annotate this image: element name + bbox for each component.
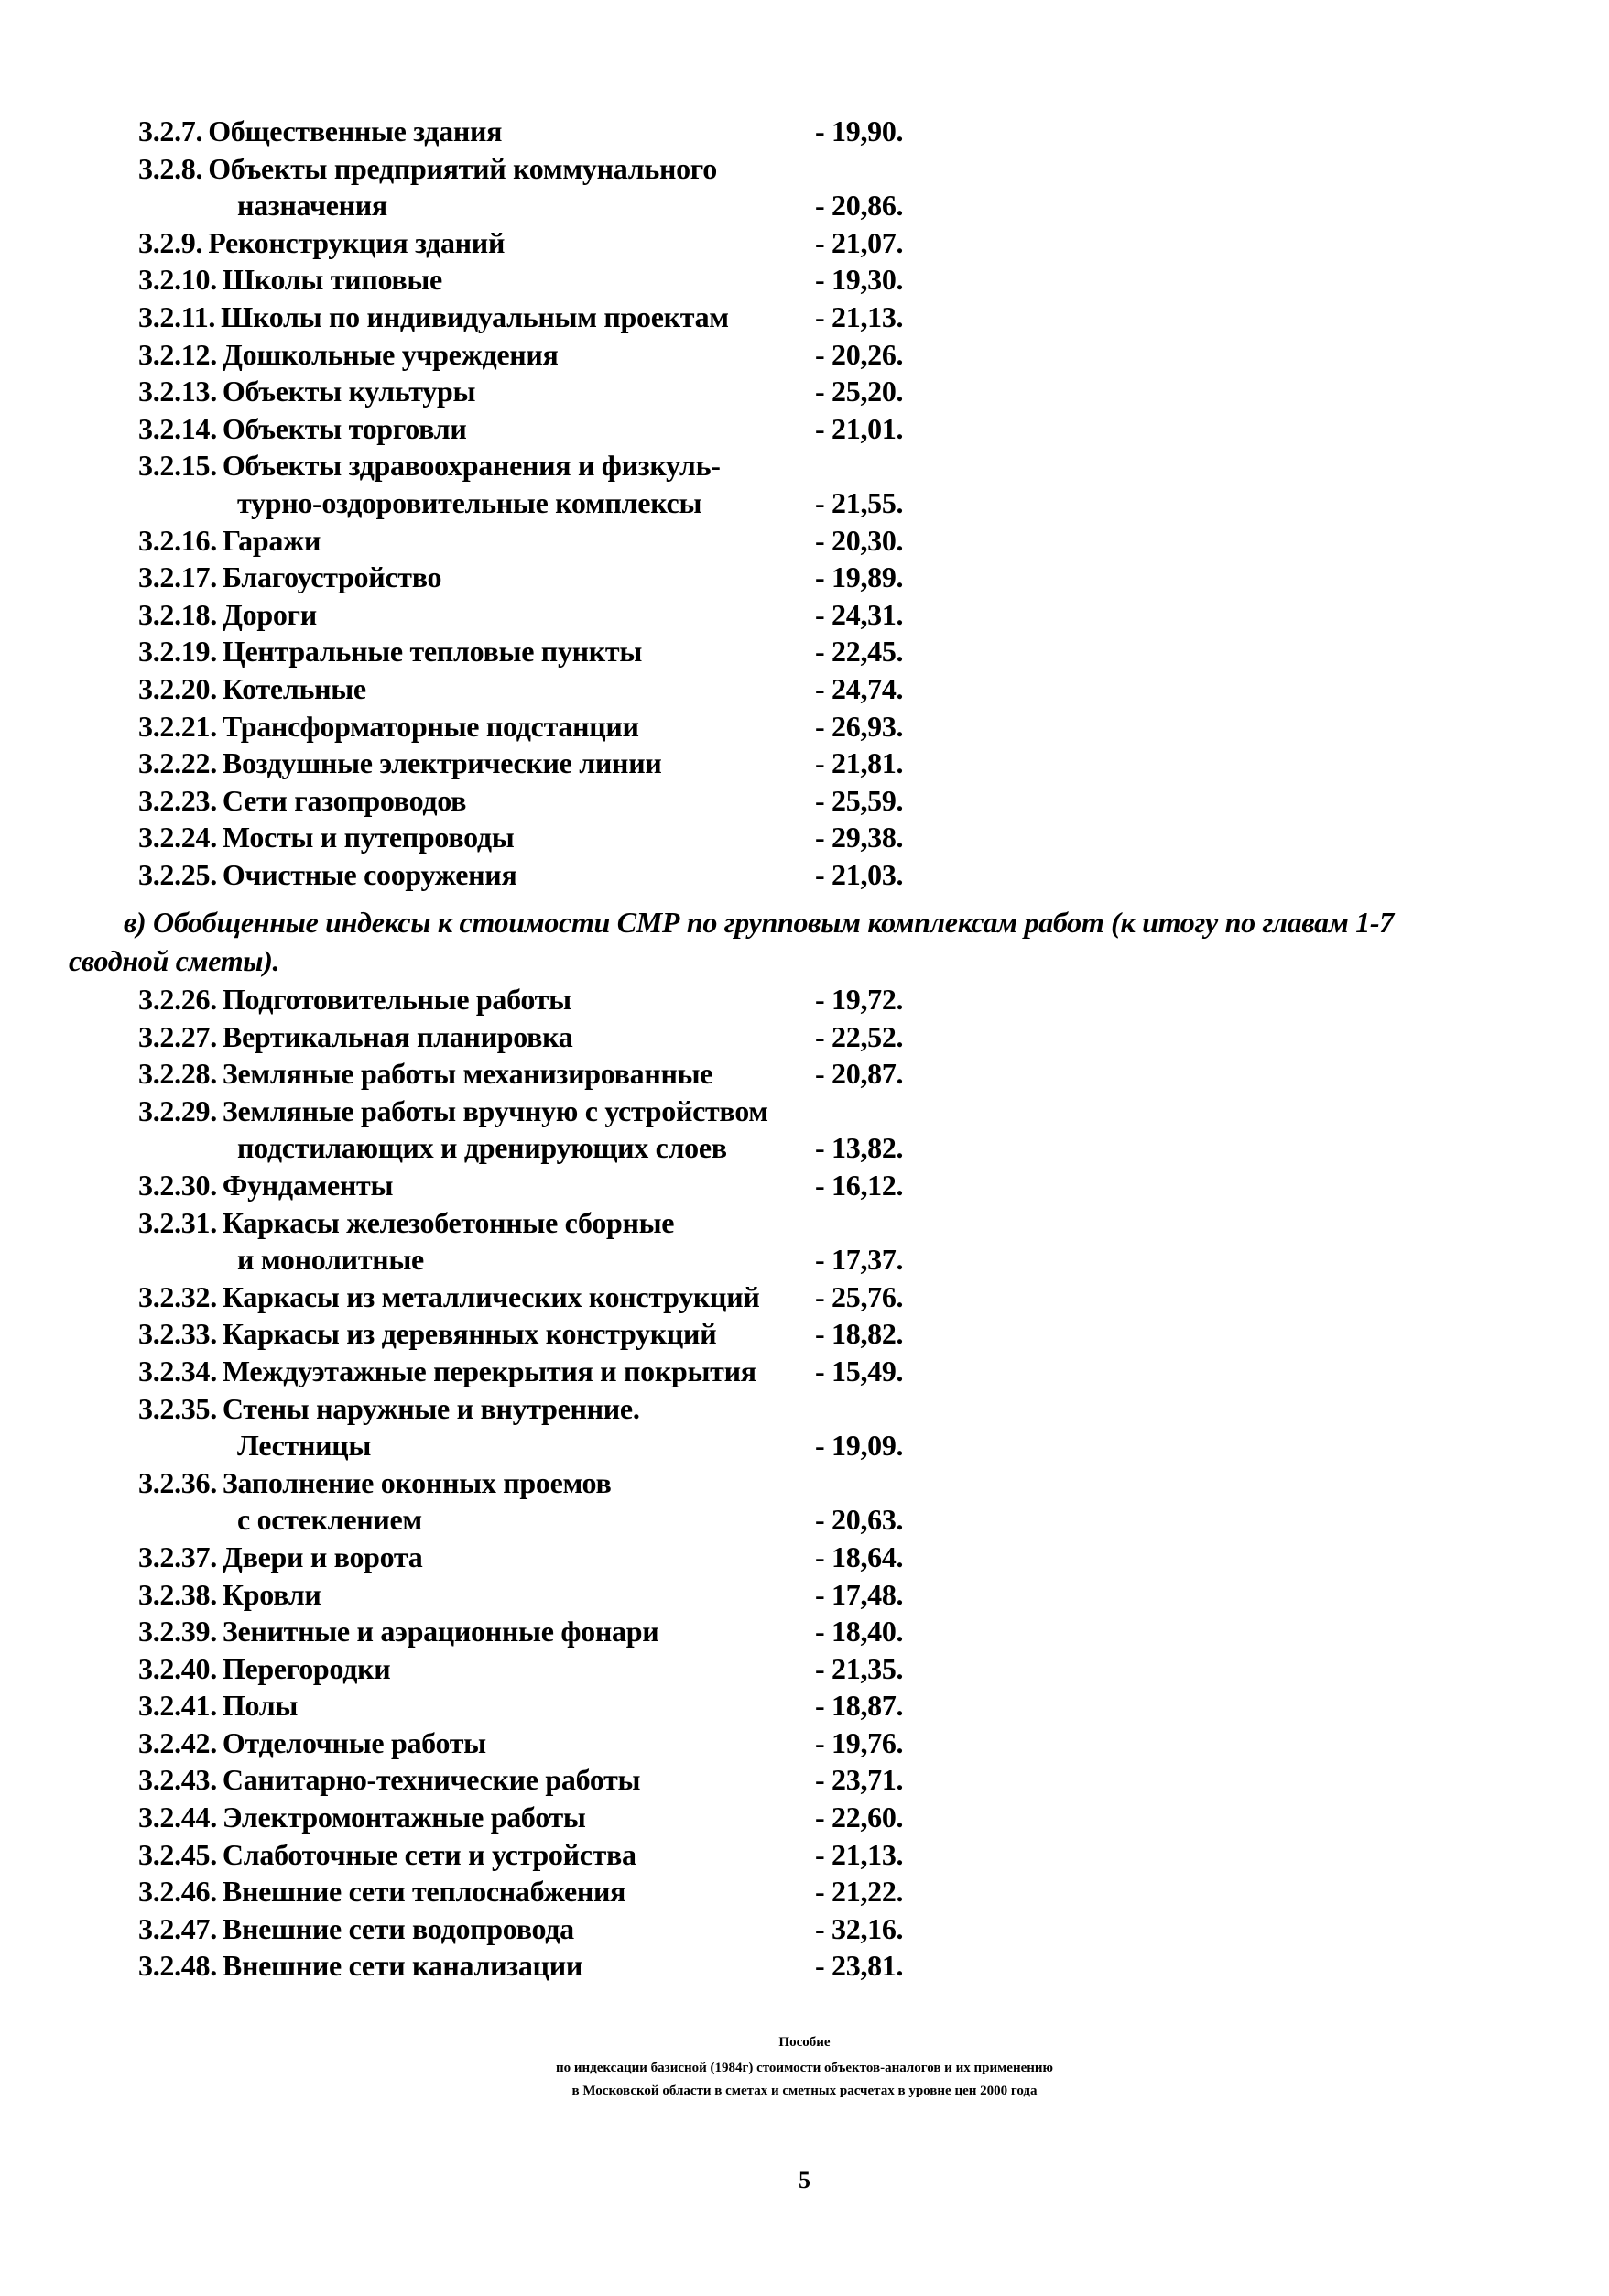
item-title: Земляные работы механизированные bbox=[222, 1057, 713, 1091]
item-number: 3.2.48. bbox=[138, 1949, 217, 1983]
item-title: Объекты культуры bbox=[222, 375, 476, 408]
item-title: Кровли bbox=[222, 1577, 321, 1611]
item-value: - 22,52. bbox=[815, 1019, 904, 1053]
item-title: Каркасы из металлических конструкций bbox=[222, 1279, 760, 1313]
item-number: 3.2.20. bbox=[138, 671, 217, 705]
item-number: 3.2.35. bbox=[138, 1391, 217, 1425]
list-item-line bbox=[0, 1799, 1609, 1836]
item-title: Стены наружные и внутренние. bbox=[222, 1391, 640, 1425]
item-number: 3.2.16. bbox=[138, 523, 217, 557]
item-value: - 19,30. bbox=[815, 263, 904, 297]
item-value: - 32,16. bbox=[815, 1911, 904, 1945]
item-title: Санитарно-технические работы bbox=[222, 1763, 641, 1797]
item-title: Общественные здания bbox=[208, 114, 503, 147]
index-list-part2 bbox=[0, 981, 1609, 1985]
item-title: Благоустройство bbox=[222, 560, 442, 594]
item-value: - 20,63. bbox=[815, 1503, 904, 1537]
list-item-line bbox=[0, 261, 1609, 299]
item-title: турно-оздоровительные комплексы bbox=[237, 485, 702, 519]
item-title: Гаражи bbox=[222, 523, 321, 557]
item-value: - 25,59. bbox=[815, 783, 904, 817]
item-number: 3.2.14. bbox=[138, 411, 217, 445]
item-value: - 19,90. bbox=[815, 114, 904, 147]
item-number: 3.2.32. bbox=[138, 1279, 217, 1313]
list-item-line bbox=[0, 299, 1609, 336]
item-value: - 21,55. bbox=[815, 485, 904, 519]
list-item-line bbox=[0, 633, 1609, 670]
item-number: 3.2.30. bbox=[138, 1168, 217, 1202]
item-value: - 17,37. bbox=[815, 1243, 904, 1277]
list-item-line bbox=[0, 373, 1609, 410]
list-item-line bbox=[0, 1650, 1609, 1688]
item-number: 3.2.33. bbox=[138, 1317, 217, 1351]
list-item-line bbox=[0, 1427, 1609, 1464]
item-number: 3.2.47. bbox=[138, 1911, 217, 1945]
item-number: 3.2.21. bbox=[138, 709, 217, 743]
item-title: Лестницы bbox=[237, 1429, 372, 1463]
item-value: - 21,03. bbox=[815, 857, 904, 891]
item-value: - 25,20. bbox=[815, 375, 904, 408]
item-title: Котельные bbox=[222, 671, 366, 705]
item-value: - 20,30. bbox=[815, 523, 904, 557]
item-number: 3.2.46. bbox=[138, 1875, 217, 1909]
item-value: - 18,40. bbox=[815, 1615, 904, 1649]
list-item-line bbox=[0, 1836, 1609, 1874]
item-value: - 18,82. bbox=[815, 1317, 904, 1351]
item-value: - 20,87. bbox=[815, 1057, 904, 1091]
item-value: - 20,86. bbox=[815, 189, 904, 223]
list-item-line bbox=[0, 596, 1609, 634]
item-value: - 21,07. bbox=[815, 225, 904, 259]
item-title: Объекты предприятий коммунального bbox=[208, 151, 717, 185]
item-number: 3.2.7. bbox=[138, 114, 203, 147]
item-value: - 22,60. bbox=[815, 1801, 904, 1834]
item-number: 3.2.38. bbox=[138, 1577, 217, 1611]
item-number: 3.2.39. bbox=[138, 1615, 217, 1649]
item-title: Земляные работы вручную с устройством bbox=[222, 1094, 768, 1127]
item-value: - 19,89. bbox=[815, 560, 904, 594]
item-title: Объекты торговли bbox=[222, 411, 467, 445]
item-title: Очистные сооружения bbox=[222, 857, 517, 891]
item-number: 3.2.41. bbox=[138, 1689, 217, 1723]
item-value: - 13,82. bbox=[815, 1131, 904, 1165]
footer-line1: по индексации базисной (1984г) стоимости объектов-аналогов и их применению bbox=[555, 2061, 1054, 2075]
item-title: Каркасы железобетонные сборные bbox=[222, 1205, 675, 1239]
item-number: 3.2.36. bbox=[138, 1465, 217, 1499]
item-title: с остеклением bbox=[237, 1503, 422, 1537]
item-number: 3.2.11. bbox=[138, 299, 216, 333]
list-item-line bbox=[0, 1873, 1609, 1910]
item-value: - 18,64. bbox=[815, 1540, 904, 1573]
item-title: назначения bbox=[237, 189, 387, 223]
footer-title: Пособие bbox=[778, 2035, 831, 2050]
item-title: Реконструкция зданий bbox=[208, 225, 506, 259]
item-value: - 21,13. bbox=[815, 299, 904, 333]
item-number: 3.2.19. bbox=[138, 635, 217, 669]
item-number: 3.2.43. bbox=[138, 1763, 217, 1797]
item-title: Междуэтажные перекрытия и покрытия bbox=[222, 1354, 756, 1387]
item-number: 3.2.28. bbox=[138, 1057, 217, 1091]
list-item-line bbox=[0, 187, 1609, 224]
item-value: - 23,81. bbox=[815, 1949, 904, 1983]
item-value: - 18,87. bbox=[815, 1689, 904, 1723]
item-title: Каркасы из деревянных конструкций bbox=[222, 1317, 717, 1351]
item-value: - 21,35. bbox=[815, 1651, 904, 1685]
item-value: - 21,22. bbox=[815, 1875, 904, 1909]
list-item-line bbox=[0, 410, 1609, 448]
item-number: 3.2.45. bbox=[138, 1837, 217, 1871]
item-number: 3.2.42. bbox=[138, 1725, 217, 1759]
list-item-line bbox=[0, 1018, 1609, 1056]
list-item-line bbox=[0, 1279, 1609, 1316]
item-title: Полы bbox=[222, 1689, 299, 1723]
list-item-line bbox=[0, 484, 1609, 522]
list-item-line bbox=[0, 819, 1609, 856]
item-title: Объекты здравоохранения и физкуль- bbox=[222, 449, 721, 483]
item-title: Внешние сети теплоснабжения bbox=[222, 1875, 626, 1909]
item-title: Школы типовые bbox=[222, 263, 442, 297]
item-value: - 20,26. bbox=[815, 337, 904, 371]
list-item-line bbox=[0, 447, 1609, 484]
item-number: 3.2.8. bbox=[138, 151, 203, 185]
list-item-line bbox=[0, 1241, 1609, 1279]
item-title: Перегородки bbox=[222, 1651, 391, 1685]
item-title: Подготовительные работы bbox=[222, 983, 571, 1016]
item-title: Вертикальная планировка bbox=[222, 1019, 573, 1053]
item-number: 3.2.17. bbox=[138, 560, 217, 594]
list-item-line bbox=[0, 336, 1609, 374]
item-title: Сети газопроводов bbox=[222, 783, 467, 817]
list-item-line bbox=[0, 856, 1609, 894]
item-title: Центральные тепловые пункты bbox=[222, 635, 643, 669]
item-value: - 21,81. bbox=[815, 746, 904, 780]
item-value: - 16,12. bbox=[815, 1168, 904, 1202]
item-number: 3.2.18. bbox=[138, 597, 217, 631]
item-value: - 19,09. bbox=[815, 1429, 904, 1463]
item-title: Двери и ворота bbox=[222, 1540, 423, 1573]
item-number: 3.2.25. bbox=[138, 857, 217, 891]
item-number: 3.2.9. bbox=[138, 225, 203, 259]
item-title: Электромонтажные работы bbox=[222, 1801, 586, 1834]
item-title: Мосты и путепроводы bbox=[222, 821, 515, 854]
item-title: и монолитные bbox=[237, 1243, 424, 1277]
list-item-line bbox=[0, 1204, 1609, 1242]
item-value: - 23,71. bbox=[815, 1763, 904, 1797]
list-item-line bbox=[0, 113, 1609, 150]
item-title: Зенитные и аэрационные фонари bbox=[222, 1615, 659, 1649]
list-item-line bbox=[0, 1947, 1609, 1985]
item-number: 3.2.22. bbox=[138, 746, 217, 780]
list-item-line bbox=[0, 670, 1609, 708]
list-item-line bbox=[0, 708, 1609, 745]
item-value: - 19,72. bbox=[815, 983, 904, 1016]
list-item-line bbox=[0, 1576, 1609, 1614]
list-item-line bbox=[0, 1055, 1609, 1093]
index-list-part1 bbox=[0, 113, 1609, 893]
item-number: 3.2.10. bbox=[138, 263, 217, 297]
item-value: - 24,31. bbox=[815, 597, 904, 631]
item-title: Трансформаторные подстанции bbox=[222, 709, 639, 743]
item-title: Внешние сети водопровода bbox=[222, 1911, 574, 1945]
list-item-line bbox=[0, 1390, 1609, 1428]
item-title: Фундаменты bbox=[222, 1168, 394, 1202]
item-title: Внешние сети канализации bbox=[222, 1949, 582, 1983]
item-number: 3.2.27. bbox=[138, 1019, 217, 1053]
list-item-line bbox=[0, 1093, 1609, 1130]
list-item-line bbox=[0, 1315, 1609, 1353]
item-number: 3.2.40. bbox=[138, 1651, 217, 1685]
item-value: - 22,45. bbox=[815, 635, 904, 669]
item-title: Заполнение оконных проемов bbox=[222, 1465, 612, 1499]
list-item-line bbox=[0, 1687, 1609, 1725]
list-item-line bbox=[0, 782, 1609, 820]
item-title: Слаботочные сети и устройства bbox=[222, 1837, 636, 1871]
item-value: - 24,74. bbox=[815, 671, 904, 705]
list-item-line bbox=[0, 522, 1609, 560]
item-value: - 17,48. bbox=[815, 1577, 904, 1611]
list-item-line bbox=[0, 1353, 1609, 1390]
item-value: - 19,76. bbox=[815, 1725, 904, 1759]
item-title: Воздушные электрические линии bbox=[222, 746, 662, 780]
list-item-line bbox=[0, 1464, 1609, 1502]
item-number: 3.2.15. bbox=[138, 449, 217, 483]
item-number: 3.2.34. bbox=[138, 1354, 217, 1387]
item-title: Школы по индивидуальным проектам bbox=[221, 299, 729, 333]
list-item-line bbox=[0, 1167, 1609, 1204]
footer-line2: в Московской области в сметах и сметных расчетах в уровне цен 2000 года bbox=[571, 2084, 1038, 2098]
item-number: 3.2.23. bbox=[138, 783, 217, 817]
item-number: 3.2.44. bbox=[138, 1801, 217, 1834]
list-item-line bbox=[0, 1129, 1609, 1167]
list-item-line bbox=[0, 1761, 1609, 1799]
list-item-line bbox=[0, 150, 1609, 188]
item-title: Отделочные работы bbox=[222, 1725, 486, 1759]
section-heading: в) Обобщенные индексы к стоимости СМР по групповым комплексам работ (к итогу по главам 1-7 сводной сметы). bbox=[69, 906, 1394, 977]
list-item-line bbox=[0, 1539, 1609, 1576]
list-item-line bbox=[0, 559, 1609, 596]
item-value: - 29,38. bbox=[815, 821, 904, 854]
page-number: 5 bbox=[799, 2167, 810, 2193]
item-value: - 26,93. bbox=[815, 709, 904, 743]
item-number: 3.2.13. bbox=[138, 375, 217, 408]
item-value: - 15,49. bbox=[815, 1354, 904, 1387]
item-title: Дороги bbox=[222, 597, 317, 631]
list-item-line bbox=[0, 1725, 1609, 1762]
item-title: подстилающих и дренирующих слоев bbox=[237, 1131, 727, 1165]
list-item-line bbox=[0, 1501, 1609, 1539]
item-title: Дошкольные учреждения bbox=[222, 337, 559, 371]
item-number: 3.2.12. bbox=[138, 337, 217, 371]
list-item-line bbox=[0, 1910, 1609, 1948]
item-number: 3.2.37. bbox=[138, 1540, 217, 1573]
list-item-line bbox=[0, 981, 1609, 1018]
list-item-line bbox=[0, 745, 1609, 782]
list-item-line bbox=[0, 224, 1609, 262]
item-value: - 21,13. bbox=[815, 1837, 904, 1871]
list-item-line bbox=[0, 1613, 1609, 1650]
item-number: 3.2.29. bbox=[138, 1094, 217, 1127]
item-number: 3.2.31. bbox=[138, 1205, 217, 1239]
item-number: 3.2.24. bbox=[138, 821, 217, 854]
item-value: - 21,01. bbox=[815, 411, 904, 445]
item-number: 3.2.26. bbox=[138, 983, 217, 1016]
item-value: - 25,76. bbox=[815, 1279, 904, 1313]
